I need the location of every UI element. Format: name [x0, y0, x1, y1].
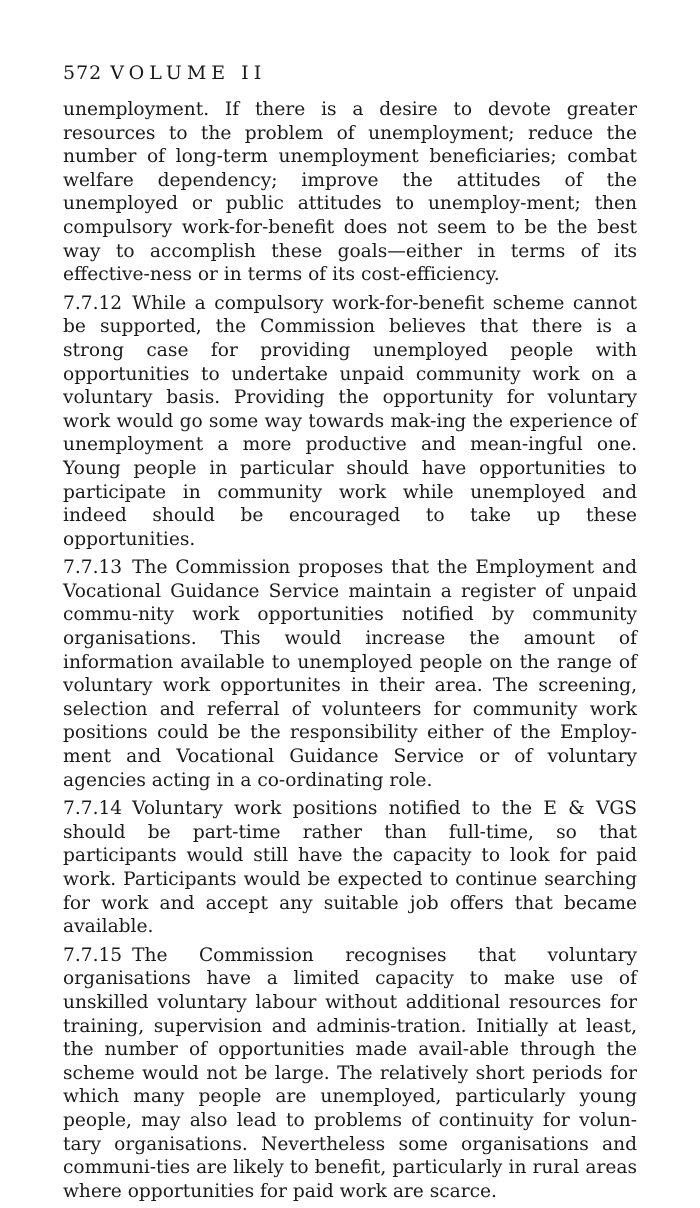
paragraph-7-7-14 — [63, 797, 637, 939]
paragraph-7-7-15 — [63, 944, 637, 1204]
running-title: VOLUME II — [110, 62, 267, 84]
paragraph-continued — [63, 98, 637, 287]
running-head — [63, 62, 266, 84]
paragraph-text: The Commission proposes that the Employment and Vocational Guidance Service maintain a register of unpaid commu-nity work opportunities notified by community organisations. This would increase the amount of information available to unemployed people on the range of voluntary work opportunites in their area. The screening, selection and referral of volunteers for community work positions could be the responsibility either of the Employ-ment and Vocational Guidance Service or of voluntary agencies acting in a co-ordinating role. — [63, 557, 637, 791]
paragraph-text: The Commission recognises that voluntary organisations have a limited capacity to make use of unskilled voluntary labour without additional resources for training, supervision and adminis-tration. Initially at least, the number of opportunities made avail-able through the scheme would not be large. The relatively short periods for which many people are unemployed, particularly young people, may also lead to problems of continuity for volun-tary organisations. Nevertheless some organisations and communi-ties are likely to benefit, particularly in rural areas where opportunities for paid work are scarce. — [63, 944, 637, 1202]
paragraph-text: unemployment. If there is a desire to devote greater resources to the problem of unemployment; reduce the number of long-term unemployment beneficiaries; combat welfare dependency; improve the attitudes of the unemployed or public attitudes to unemploy-ment; then compulsory work-for-benefit does not seem to be the best way to accomplish these goals—either in terms of its effective-ness or in terms of its cost-efficiency. — [63, 99, 637, 286]
paragraph-number: 7.7.13 — [63, 557, 123, 579]
paragraph-number: 7.7.14 — [63, 798, 123, 820]
paragraph-text: While a compulsory work-for-benefit scheme cannot be supported, the Commission believes that there is a strong case for providing unemployed people with opportunities to undertake unpaid community work on a voluntary basis. Providing the opportunity for voluntary work would go some way towards mak-ing the experience of unemployment a more productive and mean-ingful one. Young people in particular should have opportunities to participate in community work while unemployed and indeed should be encouraged to take up these opportunities. — [63, 292, 637, 550]
paragraph-7-7-13 — [63, 556, 637, 792]
paragraph-number: 7.7.12 — [63, 292, 123, 314]
body-text — [63, 98, 637, 1208]
paragraph-text: Voluntary work positions notified to the E & VGS should be part-time rather than full-time, so that participants would still have the capacity to look for paid work. Participants would be expected to continue searching for work and accept any suitable job offers that became available. — [63, 798, 637, 938]
paragraph-7-7-12 — [63, 292, 637, 552]
page-number: 572 — [63, 62, 103, 84]
paragraph-number: 7.7.15 — [63, 944, 123, 966]
